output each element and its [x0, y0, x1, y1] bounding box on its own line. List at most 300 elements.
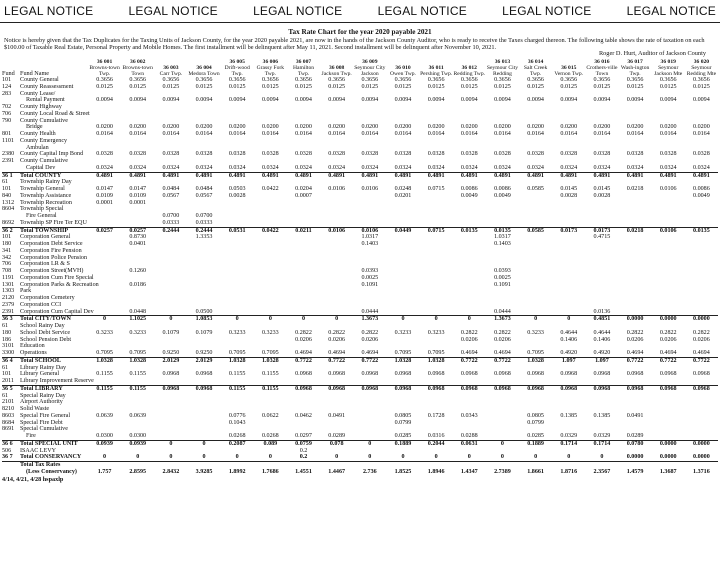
- fund-number: 2380: [2, 151, 15, 158]
- rate-cell: [353, 448, 386, 455]
- rate-cell: [652, 448, 685, 455]
- rate-cell: [320, 234, 353, 241]
- fund-number: 2391: [2, 308, 15, 315]
- rate-cell: 0.0631: [453, 440, 486, 447]
- column-header: [121, 59, 154, 77]
- fund-name: Special Rainy Day: [20, 392, 66, 399]
- rate-cell: 0.0328: [427, 151, 445, 158]
- rate-cell: 0.0200: [427, 124, 445, 131]
- fund-number: 180: [2, 241, 12, 248]
- fund-name: Fire: [26, 433, 36, 440]
- rate-cell: [320, 282, 353, 289]
- total-row: [2, 385, 718, 392]
- rate-cell: [619, 111, 652, 118]
- rate-cell: 0.0324: [659, 164, 677, 171]
- rate-cell: [486, 118, 519, 125]
- rate-cell: [685, 275, 718, 282]
- rate-cell: [619, 288, 652, 295]
- rate-cell: 0.0449: [386, 227, 419, 234]
- rate-cell: [353, 462, 386, 469]
- rate-cell: 0: [287, 316, 320, 323]
- total-row: [2, 227, 718, 234]
- rate-cell: 0.4891: [254, 172, 287, 179]
- column-header: [420, 59, 453, 77]
- column-code: 36 004: [196, 64, 212, 71]
- rate-cell: 0: [434, 454, 438, 461]
- rate-cell: [652, 213, 685, 220]
- rate-cell: 0: [88, 316, 121, 323]
- rate-cell: [221, 118, 254, 125]
- rate-cell: [88, 104, 121, 111]
- rate-cell: 0.0585: [527, 186, 544, 193]
- rate-cell: 0.4694: [328, 350, 346, 357]
- rate-cell: [154, 399, 187, 406]
- rate-cell: 1.8525: [394, 468, 412, 475]
- rate-cell: [254, 406, 287, 413]
- rate-cell: 0.0329: [560, 433, 578, 440]
- rate-cell: [254, 213, 287, 220]
- rate-cell: [619, 158, 652, 165]
- rate-cell: 0.0200: [460, 124, 478, 131]
- rate-cell: 0.3656: [295, 77, 312, 84]
- rate-cell: 0.0145: [560, 186, 578, 193]
- rate-cell: 0.4891: [453, 172, 486, 179]
- rate-cell: [287, 158, 320, 165]
- rate-cell: [121, 399, 154, 406]
- rate-cell: [486, 261, 519, 268]
- rate-cell: 0.0567: [195, 192, 213, 199]
- fund-name: Library Improvement Reserve: [20, 378, 94, 385]
- rate-cell: [519, 255, 552, 262]
- column-header: [88, 59, 121, 77]
- rate-cell: 0.0444: [494, 308, 511, 315]
- rate-cell: 0.4891: [88, 172, 121, 179]
- rate-cell: [652, 393, 685, 400]
- rate-cell: [453, 200, 486, 207]
- rate-cell: 0.0206: [460, 336, 478, 343]
- rate-cell: [585, 111, 618, 118]
- rate-cell: 0.7722: [486, 357, 519, 364]
- rate-cell: 0.0125: [560, 83, 578, 90]
- rate-cell: 2.8432: [162, 468, 180, 475]
- rate-cell: [187, 158, 220, 165]
- column-code: 36 005: [229, 58, 245, 65]
- rate-cell: [386, 309, 419, 316]
- rate-cell: [619, 145, 652, 152]
- rate-cell: [287, 288, 320, 295]
- rate-cell: 0.7722: [353, 357, 386, 364]
- column-header: [353, 59, 386, 77]
- rate-cell: 0.3656: [693, 77, 710, 84]
- rate-cell: [685, 91, 718, 98]
- rate-cell: [187, 241, 220, 248]
- rate-cell: [254, 288, 287, 295]
- rate-cell: [552, 309, 585, 316]
- rate-cell: [154, 206, 187, 213]
- rate-cell: [420, 234, 453, 241]
- rate-cell: [254, 158, 287, 165]
- rate-cell: [453, 158, 486, 165]
- rate-cell: [453, 275, 486, 282]
- table-row: [2, 118, 718, 125]
- fund-name: Park: [20, 288, 32, 295]
- rate-cell: 0.4891: [154, 172, 187, 179]
- rate-cell: [552, 365, 585, 372]
- rate-cell: [552, 118, 585, 125]
- rate-cell: [685, 145, 718, 152]
- rate-cell: 0.0028: [593, 192, 611, 199]
- publication-dates: 4/14, 4/21, 4/28 hspaxlp: [2, 475, 64, 483]
- rate-cell: 0.0025: [361, 274, 379, 281]
- rate-cell: [121, 261, 154, 268]
- column-code: 36 007: [295, 58, 312, 65]
- fund-name: ISAAC LEVY: [20, 447, 57, 454]
- rate-cell: [287, 179, 320, 186]
- rate-cell: [386, 268, 419, 275]
- column-name: Seymour City Jackson: [354, 64, 386, 77]
- rate-cell: [619, 268, 652, 275]
- rate-cell: [187, 248, 220, 255]
- rate-cell: [619, 343, 652, 350]
- rate-cell: 0.3656: [162, 77, 180, 84]
- rate-cell: 0: [420, 316, 453, 323]
- column-code: 36 002: [130, 58, 146, 65]
- rate-cell: [619, 261, 652, 268]
- rate-cell: 0.1406: [593, 336, 611, 343]
- rate-cell: 1.3687: [659, 468, 677, 475]
- rate-cell: 0: [103, 454, 107, 461]
- rate-cell: 0.0173: [585, 227, 618, 234]
- rate-cell: [519, 241, 552, 248]
- table-row: [2, 350, 718, 357]
- rate-cell: [187, 343, 220, 350]
- rate-cell: [652, 234, 685, 241]
- rate-cell: [453, 448, 486, 455]
- rate-cell: [453, 261, 486, 268]
- rate-cell: 0.0324: [494, 164, 511, 171]
- fund-number: 3300: [2, 350, 15, 357]
- table-row: [2, 343, 718, 350]
- rate-cell: 0.0135: [685, 227, 718, 234]
- rate-cell: [519, 337, 552, 344]
- rate-cell: [552, 343, 585, 350]
- column-header: [652, 59, 685, 77]
- fund-number: 702: [2, 104, 12, 111]
- rate-cell: [486, 138, 519, 145]
- column-header: [585, 59, 618, 77]
- rate-cell: 0.0968: [659, 371, 677, 378]
- rate-cell: [121, 365, 154, 372]
- rate-cell: [519, 295, 552, 302]
- rate-cell: 0.7095: [427, 350, 445, 357]
- rate-cell: [88, 343, 121, 350]
- rate-cell: [320, 118, 353, 125]
- table-row: [2, 282, 718, 289]
- rate-cell: 0.3233: [228, 329, 246, 336]
- rate-cell: [486, 343, 519, 350]
- rate-cell: [353, 343, 386, 350]
- rate-cell: [88, 145, 121, 152]
- rate-cell: [486, 378, 519, 385]
- rate-cell: [552, 255, 585, 262]
- rate-cell: 0.7095: [228, 350, 246, 357]
- rate-cell: [320, 104, 353, 111]
- rate-cell: 0.3656: [460, 77, 478, 84]
- rate-cell: 0.3656: [96, 77, 113, 84]
- rate-cell: [254, 145, 287, 152]
- rate-cell: 0.1385: [560, 412, 578, 419]
- rate-cell: 0.1155: [262, 371, 279, 378]
- rate-cell: 0.4715: [593, 234, 611, 241]
- rate-cell: 0.7722: [685, 357, 718, 364]
- rate-cell: 0.0200: [261, 124, 279, 131]
- rate-cell: [519, 138, 552, 145]
- rate-cell: [519, 448, 552, 455]
- rate-cell: 0.0094: [560, 97, 578, 104]
- rate-cell: [254, 399, 287, 406]
- table-row: [2, 371, 718, 378]
- rate-cell: [519, 200, 552, 207]
- rate-cell: [652, 206, 685, 213]
- rate-cell: 0.0049: [494, 192, 511, 199]
- rate-cell: [353, 433, 386, 440]
- rate-cell: [685, 302, 718, 309]
- rate-cell: 0.0968: [652, 385, 685, 392]
- rate-cell: [519, 158, 552, 165]
- rate-cell: 0.0257: [121, 227, 154, 234]
- fund-number: 61: [2, 179, 9, 186]
- rate-cell: 0.0491: [626, 412, 644, 419]
- rate-cell: [88, 255, 121, 262]
- rate-cell: 3.9285: [195, 468, 213, 475]
- rate-cell: [486, 288, 519, 295]
- rate-cell: [154, 91, 187, 98]
- rate-cell: [585, 158, 618, 165]
- rate-cell: [121, 145, 154, 152]
- rate-cell: 0.1385: [593, 412, 611, 419]
- fund-number: 8691: [2, 426, 15, 433]
- rate-cell: [685, 104, 718, 111]
- rate-cell: [420, 220, 453, 227]
- rate-cell: [453, 343, 486, 350]
- rate-cell: [187, 378, 220, 385]
- rate-cell: 0.0968: [394, 371, 412, 378]
- column-header: [287, 59, 320, 77]
- rate-cell: 1.4579: [626, 468, 644, 475]
- fund-number: 1303: [2, 288, 15, 295]
- rate-cell: 0.0200: [228, 124, 246, 131]
- tax-rate-table: [2, 59, 718, 476]
- rate-cell: [552, 248, 585, 255]
- fund-name: Education: [20, 343, 45, 350]
- fund-name: Township Recreation: [20, 199, 72, 206]
- rate-cell: [320, 206, 353, 213]
- rate-cell: 0.0204: [295, 186, 312, 193]
- column-code: 36 019: [660, 58, 676, 65]
- rate-cell: [519, 378, 552, 385]
- fund-name: Corporation Police Pension: [20, 254, 88, 261]
- rate-cell: 0.0715: [427, 186, 445, 193]
- rate-cell: [88, 261, 121, 268]
- rate-cell: [287, 343, 320, 350]
- rate-cell: 0.0328: [261, 151, 279, 158]
- rate-cell: [254, 193, 287, 200]
- fund-number: 101: [2, 77, 12, 84]
- rate-cell: 0.3233: [261, 329, 279, 336]
- rate-cell: [519, 111, 552, 118]
- fund-number: 61: [2, 392, 9, 399]
- rate-cell: [652, 462, 685, 469]
- rate-cell: [619, 393, 652, 400]
- rate-cell: [486, 302, 519, 309]
- rate-cell: 0.2044: [420, 440, 453, 447]
- rate-cell: 0.0700: [162, 213, 180, 220]
- rate-cell: [519, 282, 552, 289]
- rate-cell: [420, 365, 453, 372]
- rate-cell: [320, 213, 353, 220]
- rate-cell: [187, 179, 220, 186]
- rate-cell: 0.0025: [494, 274, 511, 281]
- rate-cell: 0.4644: [593, 329, 611, 336]
- rate-cell: [552, 104, 585, 111]
- rate-cell: 0.0206: [328, 336, 346, 343]
- rate-cell: [685, 255, 718, 262]
- column-name: Redding Twp.: [453, 70, 486, 77]
- rate-cell: 0.0324: [228, 164, 246, 171]
- rate-cell: [353, 288, 386, 295]
- rate-cell: [486, 111, 519, 118]
- rate-cell: 0.0968: [328, 371, 346, 378]
- fund-name: County Highway: [20, 104, 62, 111]
- rate-cell: [652, 282, 685, 289]
- rate-cell: [88, 288, 121, 295]
- rate-cell: [453, 91, 486, 98]
- column-name: Seymour City Redding: [486, 64, 519, 77]
- rate-cell: 0.0324: [394, 164, 412, 171]
- rate-cell: [254, 206, 287, 213]
- rate-cell: [585, 268, 618, 275]
- rate-cell: [320, 295, 353, 302]
- rate-cell: [420, 282, 453, 289]
- rate-cell: 0.2822: [361, 329, 379, 336]
- rate-cell: [585, 118, 618, 125]
- rate-cell: 0.0000: [652, 316, 685, 323]
- rate-cell: [187, 337, 220, 344]
- rate-cell: [187, 111, 220, 118]
- rate-cell: 0.0968: [386, 385, 419, 392]
- fund-number: 8684: [2, 419, 15, 426]
- rate-cell: 0.0484: [195, 186, 213, 193]
- fund-number: 708: [2, 268, 12, 275]
- column-header: [320, 59, 353, 77]
- rate-cell: [486, 323, 519, 330]
- rate-cell: 0.0125: [494, 83, 511, 90]
- rate-cell: [254, 393, 287, 400]
- rate-cell: [386, 323, 419, 330]
- rate-cell: [619, 255, 652, 262]
- rate-cell: 0.0094: [394, 97, 412, 104]
- fund-number: 2379: [2, 301, 15, 308]
- column-name: Hamilton Twp.: [292, 64, 315, 77]
- rate-cell: [486, 426, 519, 433]
- rate-cell: [652, 138, 685, 145]
- fund-number: [2, 462, 20, 469]
- rate-cell: 1.4467: [328, 468, 346, 475]
- rate-cell: [685, 393, 718, 400]
- rate-cell: [585, 426, 618, 433]
- rate-cell: [287, 138, 320, 145]
- rate-cell: [685, 378, 718, 385]
- rate-cell: [187, 91, 220, 98]
- rate-cell: [221, 234, 254, 241]
- rate-cell: [154, 261, 187, 268]
- rate-cell: [619, 241, 652, 248]
- rate-cell: [552, 138, 585, 145]
- rate-cell: [320, 138, 353, 145]
- rate-cell: 0: [401, 454, 405, 461]
- total-row: [2, 440, 718, 447]
- rate-cell: [254, 255, 287, 262]
- rate-cell: [287, 220, 320, 227]
- table-row: [2, 426, 718, 433]
- rate-cell: [320, 91, 353, 98]
- rate-cell: [652, 145, 685, 152]
- rate-cell: [453, 406, 486, 413]
- rate-cell: [420, 213, 453, 220]
- fund-number: 36 6: [2, 440, 20, 447]
- rate-cell: 0.4694: [361, 350, 379, 357]
- rate-cell: [154, 118, 187, 125]
- rate-cell: [254, 309, 287, 316]
- rate-cell: 0.0285: [394, 433, 412, 440]
- fund-name: Total CONSERVANCY: [20, 454, 82, 461]
- rate-cell: [121, 420, 154, 427]
- rate-cell: 0.2822: [626, 329, 644, 336]
- rate-cell: 0.0094: [328, 97, 346, 104]
- rate-cell: [353, 365, 386, 372]
- rate-cell: [552, 302, 585, 309]
- rate-cell: [420, 343, 453, 350]
- rate-cell: [552, 426, 585, 433]
- rate-cell: [353, 91, 386, 98]
- rate-cell: [154, 420, 187, 427]
- rate-cell: [254, 302, 287, 309]
- rate-cell: 0.0094: [693, 97, 710, 104]
- rate-cell: [652, 193, 685, 200]
- rate-cell: 0.0448: [129, 308, 147, 315]
- rate-cell: 0.0028: [228, 192, 246, 199]
- rate-cell: [88, 365, 121, 372]
- rate-cell: [685, 399, 718, 406]
- rate-cell: 0.0968: [693, 371, 710, 378]
- fund-number: 36 7: [2, 454, 13, 461]
- rate-cell: 0.0094: [162, 97, 180, 104]
- rate-cell: [221, 91, 254, 98]
- rate-cell: [685, 241, 718, 248]
- rate-cell: 0.4891: [287, 172, 320, 179]
- rate-cell: [685, 282, 718, 289]
- rate-cell: 0.0200: [527, 124, 544, 131]
- rate-cell: [619, 295, 652, 302]
- rate-cell: 0.0328: [527, 151, 544, 158]
- rate-cell: [88, 295, 121, 302]
- rate-cell: [585, 206, 618, 213]
- rate-cell: 2.3567: [593, 468, 611, 475]
- rate-cell: [121, 426, 154, 433]
- rate-cell: 0.0200: [195, 124, 213, 131]
- rate-cell: [221, 426, 254, 433]
- rate-cell: 0.0125: [693, 83, 710, 90]
